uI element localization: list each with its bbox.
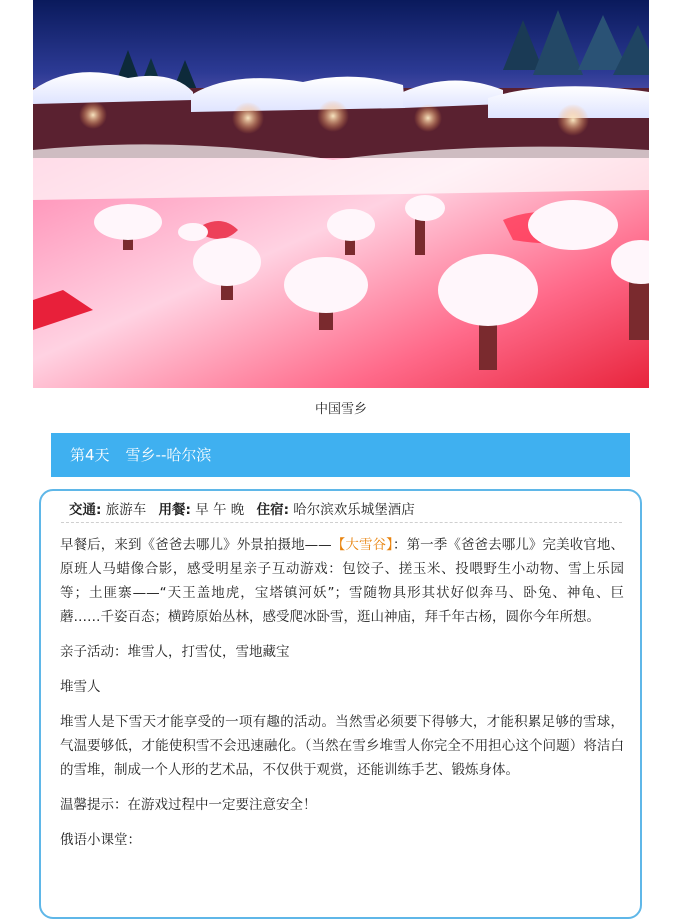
day-number: 第4天	[70, 446, 110, 464]
meal-value: 早 午 晚	[195, 502, 245, 518]
transport-value: 旅游车	[105, 502, 147, 518]
hotel-label: 住宿:	[256, 502, 289, 518]
activity-heading: 堆雪人	[60, 679, 101, 695]
day-header	[51, 433, 630, 477]
family-activities: 亲子活动：堆雪人，打雪仗，雪地藏宝	[60, 644, 290, 660]
activity-description: 堆雪人是下雪天才能享受的一项有趣的活动。当然雪必须要下得够大，才能积累足够的雪球，气温要够低，才能使积雪不会迅速融化。（当然在雪乡堆雪人你完全不用担心这个问题）将洁白的雪堆，制成一个人形的艺术品，不仅供于观赏，还能训练手艺、锻炼身体。	[60, 714, 624, 778]
russian-lesson-heading: 俄语小课堂：	[60, 832, 141, 848]
transport-label: 交通:	[69, 502, 102, 518]
day-route: 雪乡--哈尔滨	[125, 446, 212, 464]
info-row	[61, 499, 622, 523]
snow-village-illustration	[33, 0, 649, 388]
meal-label: 用餐:	[158, 502, 191, 518]
hotel-value: 哈尔滨欢乐城堡酒店	[293, 502, 415, 518]
intro-paragraph	[60, 533, 624, 629]
photo-caption: 中国雪乡	[314, 402, 367, 417]
safety-tip: 温馨提示：在游戏过程中一定要注意安全！	[60, 797, 317, 813]
intro-text-continued: ：第一季《爸爸去哪儿》完美收官地、原班人马蜡像合影，感受明星亲子互动游戏：包饺子、搓玉米、投喂野生小动物、雪上乐园等；土匪寨——“天王盖地虎，宝塔镇河妖”；雪随物具形其状好似奔马、卧兔、神龟、巨蘑……千姿百态；横跨原始丛林，感受爬冰卧雪，逛山神庙，拜千年古杨，圆你今年所想。	[60, 537, 624, 625]
itinerary-content	[60, 533, 624, 863]
itinerary-card	[39, 489, 642, 919]
attraction-highlight: 【大雪谷】	[331, 537, 393, 553]
intro-text: 早餐后，来到《爸爸去哪儿》外景拍摄地——	[60, 537, 332, 553]
snow-village-photo	[33, 0, 649, 388]
